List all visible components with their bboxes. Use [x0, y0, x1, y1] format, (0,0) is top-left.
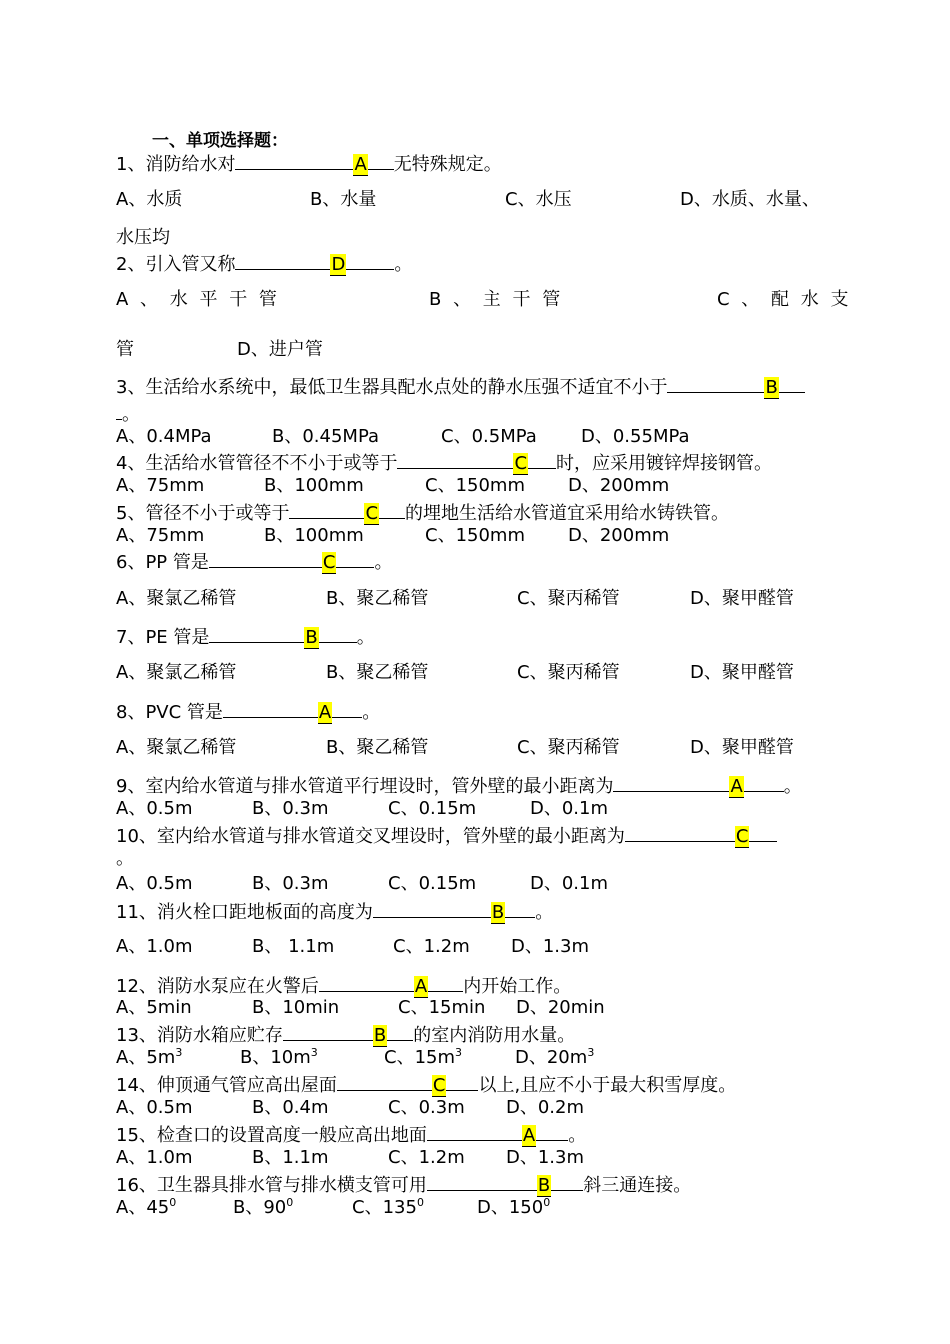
answer-option	[690, 661, 794, 685]
option-text: B、0.3m	[252, 873, 329, 894]
question-stem: 室内给水管道与排水管道平行埋设时，管外壁的最小距离为	[145, 776, 614, 797]
option-text: B、0.45MPa	[272, 426, 380, 447]
answer-option	[116, 736, 236, 760]
question-stem: PP 管是	[145, 552, 209, 573]
question-number: 13、	[116, 1025, 157, 1046]
question-number: 16、	[116, 1175, 157, 1196]
question-number: 14、	[116, 1075, 157, 1096]
answer-option	[116, 1046, 182, 1070]
answer-blank	[337, 1071, 432, 1091]
question-number: 12、	[116, 976, 157, 997]
option-text: D、0.1m	[530, 798, 609, 819]
answer-blank	[397, 449, 513, 469]
option-text: D、200mm	[568, 475, 670, 496]
answer-option	[352, 1196, 424, 1220]
option-text: D、20m	[515, 1047, 588, 1068]
answer-blank	[428, 972, 463, 992]
answer-mark: A	[354, 154, 367, 175]
option-continuation: 水压均	[116, 227, 170, 248]
option-text: B、10m	[240, 1047, 311, 1068]
answer-option	[326, 661, 428, 685]
answer-option	[515, 1046, 594, 1070]
question-text	[116, 250, 412, 277]
option-text: B、0.3m	[252, 798, 329, 819]
option-text: B、1.1m	[252, 1147, 329, 1168]
answer-mark: A	[318, 702, 332, 723]
option-text: B 、 主 干 管	[429, 289, 564, 310]
question-stem: 消火栓口距地板面的高度为	[156, 902, 373, 923]
answer-mark: C	[432, 1075, 446, 1096]
question-text	[116, 373, 805, 400]
option-text: C 、 配 水 支	[717, 289, 852, 310]
question-tail: 。	[374, 552, 393, 573]
answer-option	[477, 1196, 550, 1220]
answer-blank	[779, 373, 805, 393]
option-text: A、水质	[116, 189, 183, 210]
question-number: 7、	[116, 627, 146, 648]
answer-mark: B	[373, 1025, 387, 1046]
question-tail: 斜三通连接。	[583, 1175, 692, 1196]
answer-option: D、进户管	[237, 339, 323, 360]
option-text: A、0.5m	[116, 798, 193, 819]
option-text: A、1.0m	[116, 1147, 193, 1168]
answer-mark: A	[730, 776, 743, 797]
answer-option	[264, 474, 364, 498]
answer-blank	[427, 1121, 522, 1141]
option-text: C、135	[352, 1197, 417, 1218]
answer-mark: D	[331, 254, 346, 275]
answer-option	[116, 587, 236, 611]
answer-blank	[373, 898, 491, 918]
option-text: D、0.55MPa	[581, 426, 690, 447]
answer-blank	[283, 1021, 373, 1041]
answer-option	[388, 1146, 465, 1170]
answer-option	[517, 587, 620, 611]
answer-option	[429, 288, 563, 312]
question-text	[116, 150, 502, 177]
option-text: C、1.2m	[393, 936, 470, 957]
option-text: D、0.2m	[506, 1097, 585, 1118]
answer-option	[252, 872, 329, 896]
question-stem: 室内给水管道与排水管道交叉埋设时，管外壁的最小距离为	[156, 826, 625, 847]
answer-blank	[446, 1071, 478, 1091]
answer-option	[690, 736, 794, 760]
question-text	[116, 1071, 736, 1098]
question-number: 1、	[116, 154, 146, 175]
answer-option	[517, 661, 620, 685]
option-text: A、聚氯乙稀管	[116, 662, 237, 683]
answer-option	[568, 474, 669, 498]
answer-blank	[613, 772, 729, 792]
option-continuation: 管	[116, 339, 134, 360]
answer-option	[690, 587, 794, 611]
option-superscript: 3	[587, 1046, 595, 1059]
answer-mark: B	[305, 627, 318, 648]
option-text: A、75mm	[116, 475, 205, 496]
option-text: B、水量	[310, 189, 377, 210]
answer-option	[116, 935, 192, 959]
answer-option	[506, 1096, 584, 1120]
option-text: C、15m	[384, 1047, 456, 1068]
question-tail: 。	[116, 848, 134, 869]
question-number: 4、	[116, 453, 146, 474]
question-stem: 消防水箱应贮存	[156, 1025, 283, 1046]
option-text: D、聚甲醛管	[690, 662, 794, 683]
answer-blank	[289, 499, 364, 519]
question-number: 10、	[116, 826, 157, 847]
answer-mark: A	[414, 976, 428, 997]
answer-mark: B	[765, 377, 778, 398]
answer-mark: C	[514, 453, 528, 474]
option-text: A、1.0m	[116, 936, 193, 957]
question-text	[116, 1171, 691, 1198]
answer-mark: B	[537, 1175, 551, 1196]
question-text	[116, 548, 392, 575]
option-text: D、200mm	[568, 525, 670, 546]
question-tail: 。	[535, 902, 554, 923]
answer-option	[272, 425, 379, 449]
question-number: 9、	[116, 776, 146, 797]
option-text: B、 1.1m	[252, 936, 335, 957]
answer-option	[252, 797, 329, 821]
question-tail: 。	[122, 404, 140, 425]
question-stem: 生活给水管管径不不小于或等于	[145, 453, 398, 474]
question-stem: 引入管又称	[145, 254, 236, 275]
question-tail: 时，应采用镀锌焊接钢管。	[556, 453, 773, 474]
question-text	[116, 822, 777, 849]
option-text: C、聚丙稀管	[517, 588, 620, 609]
answer-option	[581, 425, 690, 449]
option-superscript: 0	[543, 1196, 551, 1209]
answer-blank	[625, 822, 735, 842]
answer-option	[326, 587, 428, 611]
question-tail: 。	[356, 627, 375, 648]
answer-blank	[336, 548, 374, 568]
answer-option	[326, 736, 428, 760]
answer-option	[116, 524, 204, 548]
answer-blank	[749, 822, 777, 842]
option-text: B、聚乙稀管	[326, 737, 429, 758]
answer-option	[441, 425, 537, 449]
question-number: 6、	[116, 552, 146, 573]
answer-blank	[505, 898, 535, 918]
answer-blank	[319, 623, 357, 643]
answer-option	[530, 797, 608, 821]
option-superscript: 0	[416, 1196, 424, 1209]
option-text: C、聚丙稀管	[517, 662, 620, 683]
option-text: A、75mm	[116, 525, 205, 546]
answer-blank	[209, 623, 304, 643]
question-text	[116, 772, 802, 799]
answer-mark: C	[735, 826, 749, 847]
option-text: C、水压	[505, 189, 572, 210]
question-number: 11、	[116, 902, 157, 923]
question-text	[116, 1121, 586, 1148]
option-text: D、聚甲醛管	[690, 588, 794, 609]
option-text: D、聚甲醛管	[690, 737, 794, 758]
answer-mark: B	[491, 902, 505, 923]
question-text	[116, 972, 571, 999]
option-text: C、0.15m	[388, 798, 477, 819]
answer-option	[384, 1046, 462, 1070]
answer-option	[393, 935, 470, 959]
answer-option	[252, 1096, 329, 1120]
option-text: B、100mm	[264, 475, 364, 496]
option-text: A、0.5m	[116, 1097, 193, 1118]
option-text: C、150mm	[425, 475, 525, 496]
option-text: D、1.3m	[506, 1147, 585, 1168]
question-tail: 的埋地生活给水管道宜采用给水铸铁管。	[405, 503, 730, 524]
answer-option	[116, 188, 182, 212]
option-superscript: 3	[175, 1046, 183, 1059]
option-text: A、0.5m	[116, 873, 193, 894]
answer-blank	[427, 1171, 537, 1191]
question-text	[116, 898, 553, 925]
question-stem: 生活给水系统中，最低卫生器具配水点处的静水压强不适宜不小于	[145, 377, 668, 398]
answer-option	[717, 288, 851, 312]
answer-blank	[368, 150, 394, 170]
option-text: A、45	[116, 1197, 170, 1218]
answer-blank	[209, 548, 322, 568]
answer-option	[116, 661, 236, 685]
option-text: A 、 水 平 干 管	[116, 289, 280, 310]
option-text: B、0.4m	[252, 1097, 329, 1118]
answer-option	[116, 474, 204, 498]
question-stem: 伸顶通气管应高出屋面	[156, 1075, 337, 1096]
answer-option	[116, 288, 280, 312]
answer-option	[506, 1146, 584, 1170]
question-tail: 。	[394, 254, 413, 275]
answer-option	[530, 872, 608, 896]
question-stem: 检查口的设置高度一般应高出地面	[156, 1125, 427, 1146]
option-text: D、水质、水量、	[680, 189, 820, 210]
question-tail: 内开始工作。	[463, 976, 572, 997]
option-text: C、聚丙稀管	[517, 737, 620, 758]
answer-blank	[319, 972, 414, 992]
answer-blank	[667, 373, 764, 393]
option-text: D、1.3m	[511, 936, 590, 957]
question-number: 8、	[116, 702, 146, 723]
option-text: B、10min	[252, 997, 340, 1018]
option-text: C、0.15m	[388, 873, 477, 894]
answer-option	[240, 1046, 318, 1070]
option-superscript: 3	[455, 1046, 463, 1059]
option-text: C、0.5MPa	[441, 426, 537, 447]
question-text	[116, 698, 380, 725]
answer-option	[264, 524, 364, 548]
answer-blank	[744, 772, 784, 792]
answer-option	[517, 736, 620, 760]
option-text: C、15min	[398, 997, 486, 1018]
answer-mark: A	[522, 1125, 536, 1146]
question-stem: 管径不小于或等于	[145, 503, 290, 524]
answer-option	[116, 1096, 192, 1120]
answer-option	[398, 996, 485, 1020]
answer-blank	[235, 250, 330, 270]
question-number: 5、	[116, 503, 146, 524]
answer-blank	[536, 1121, 568, 1141]
answer-blank	[528, 449, 556, 469]
answer-option	[680, 188, 820, 212]
answer-blank	[551, 1171, 583, 1191]
option-text: B、90	[233, 1197, 287, 1218]
question-stem: 卫生器具排水管与排水横支管可用	[156, 1175, 427, 1196]
answer-option	[505, 188, 572, 212]
answer-option	[233, 1196, 293, 1220]
answer-option	[511, 935, 589, 959]
question-text	[116, 499, 729, 526]
answer-option	[252, 1146, 329, 1170]
option-text: D、0.1m	[530, 873, 609, 894]
question-text	[116, 623, 375, 650]
answer-blank	[346, 250, 394, 270]
answer-blank	[332, 698, 362, 718]
answer-option	[425, 474, 525, 498]
section-heading: 一、单项选择题：	[152, 131, 288, 151]
answer-option	[116, 1146, 192, 1170]
answer-option	[252, 935, 334, 959]
option-text: A、5m	[116, 1047, 176, 1068]
option-text: A、0.4MPa	[116, 426, 212, 447]
question-number: 3、	[116, 377, 146, 398]
question-text	[116, 1021, 575, 1048]
answer-option	[516, 996, 605, 1020]
option-text: D、20min	[516, 997, 605, 1018]
answer-blank	[235, 150, 353, 170]
question-stem: 消防水泵应在火警后	[156, 976, 319, 997]
answer-option	[388, 797, 476, 821]
option-superscript: 0	[169, 1196, 177, 1209]
question-tail: 的室内消防用水量。	[413, 1025, 576, 1046]
option-text: A、聚氯乙稀管	[116, 588, 237, 609]
answer-option	[252, 996, 339, 1020]
answer-option	[388, 872, 476, 896]
option-superscript: 3	[310, 1046, 318, 1059]
option-text: C、150mm	[425, 525, 525, 546]
question-number: 15、	[116, 1125, 157, 1146]
answer-blank	[387, 1021, 413, 1041]
option-text: A、5min	[116, 997, 192, 1018]
answer-option	[425, 524, 525, 548]
question-wrap	[116, 847, 134, 871]
option-superscript: 0	[286, 1196, 294, 1209]
answer-option	[116, 996, 192, 1020]
answer-option	[310, 188, 376, 212]
option-text: B、100mm	[264, 525, 364, 546]
option-text: C、0.3m	[388, 1097, 465, 1118]
option-text: C、1.2m	[388, 1147, 465, 1168]
answer-blank	[379, 499, 405, 519]
question-wrap	[116, 400, 140, 427]
answer-blank	[223, 698, 318, 718]
question-tail: 。	[362, 702, 381, 723]
question-stem: PVC 管是	[145, 702, 223, 723]
option-text: D、150	[477, 1197, 544, 1218]
question-tail: 。	[568, 1125, 587, 1146]
answer-mark: C	[322, 552, 336, 573]
question-text	[116, 449, 772, 476]
answer-option	[116, 1196, 176, 1220]
option-text: A、聚氯乙稀管	[116, 737, 237, 758]
question-number: 2、	[116, 254, 146, 275]
answer-option	[116, 872, 192, 896]
question-stem: 消防给水对	[145, 154, 236, 175]
answer-mark: C	[365, 503, 379, 524]
answer-option	[388, 1096, 465, 1120]
question-tail: 以上,且应不小于最大积雪厚度。	[478, 1075, 737, 1096]
answer-option	[116, 425, 212, 449]
option-text: B、聚乙稀管	[326, 588, 429, 609]
question-stem: PE 管是	[145, 627, 210, 648]
answer-option	[116, 797, 192, 821]
answer-option	[568, 524, 669, 548]
option-text: B、聚乙稀管	[326, 662, 429, 683]
question-tail: 无特殊规定。	[393, 154, 502, 175]
question-tail: 。	[783, 776, 802, 797]
